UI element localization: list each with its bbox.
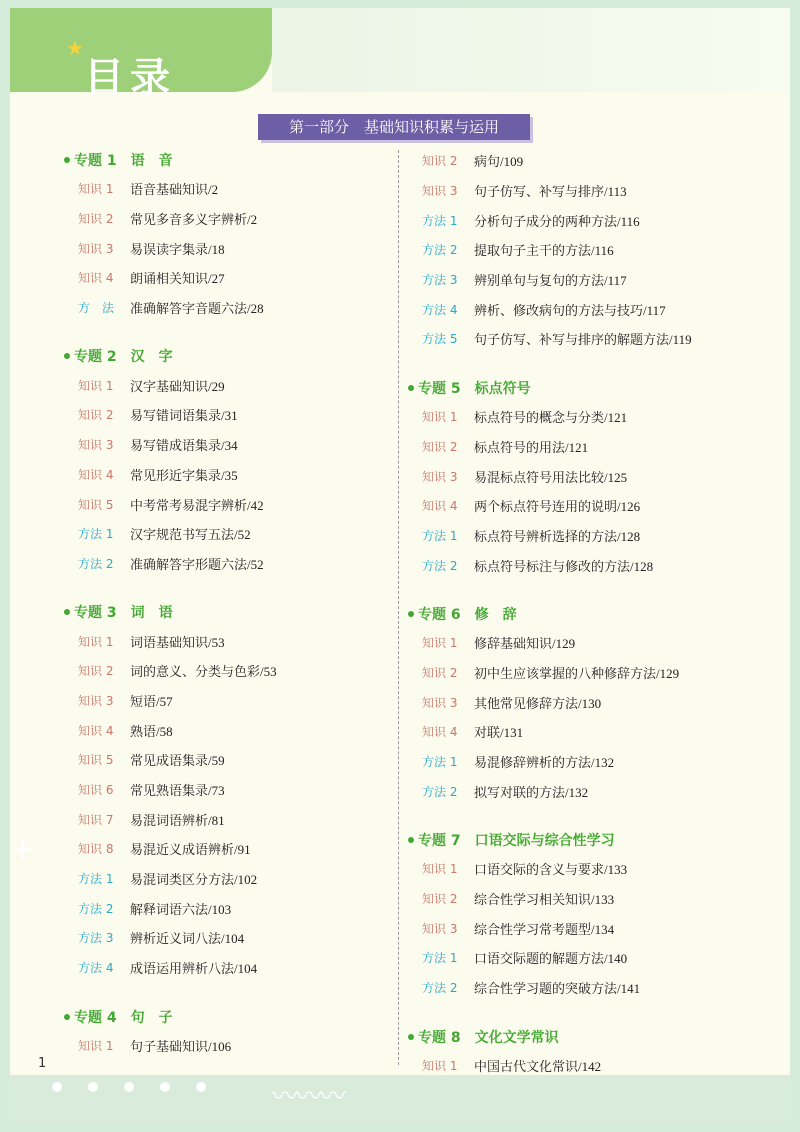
part-banner: 第一部分 基础知识积累与运用 bbox=[258, 114, 530, 140]
entry-type: 知识 3 bbox=[78, 241, 114, 256]
entry-text: 准确解答字形题六法/52 bbox=[130, 556, 264, 572]
entry-type: 知识 1 bbox=[78, 182, 114, 197]
toc-entry[interactable] bbox=[408, 687, 768, 717]
entry-type: 知识 5 bbox=[78, 753, 114, 768]
entry-text: 常见熟语集录/73 bbox=[130, 783, 225, 799]
entry-type: 知识 2 bbox=[422, 439, 458, 454]
entry-type: 知识 2 bbox=[78, 664, 114, 679]
entry-type: 知识 3 bbox=[78, 693, 114, 708]
toc-entry[interactable] bbox=[408, 550, 768, 580]
toc-entry[interactable] bbox=[64, 893, 384, 923]
toc-entry[interactable] bbox=[64, 923, 384, 953]
toc-section bbox=[64, 146, 384, 322]
toc-entry[interactable] bbox=[408, 521, 768, 551]
entry-text: 综合性学习题的突破方法/141 bbox=[474, 981, 641, 997]
entry-text: 易误读字集录/18 bbox=[130, 241, 225, 257]
entry-type: 方法 3 bbox=[422, 273, 458, 288]
right-column bbox=[408, 146, 768, 1100]
entry-text: 易混词语辨析/81 bbox=[130, 812, 225, 828]
entry-text: 语音基础知识/2 bbox=[130, 182, 219, 198]
toc-entry[interactable] bbox=[64, 686, 384, 716]
page-title: 目录 bbox=[84, 55, 176, 101]
entry-text: 辨析近义词八法/104 bbox=[130, 931, 245, 947]
column-divider bbox=[398, 150, 399, 1065]
entry-type: 知识 2 bbox=[78, 408, 114, 423]
star-icon: ★ bbox=[66, 36, 84, 60]
section-heading bbox=[408, 826, 768, 854]
section-title: 标点符号 bbox=[474, 380, 531, 397]
entry-type: 知识 1 bbox=[422, 410, 458, 425]
section-number: 专题 1 bbox=[74, 153, 117, 169]
section-title: 汉 字 bbox=[130, 349, 173, 366]
section-heading bbox=[408, 1023, 768, 1051]
entry-type: 知识 1 bbox=[78, 634, 114, 649]
toc-entry[interactable] bbox=[64, 460, 384, 490]
entry-text: 句子仿写、补写与排序/113 bbox=[474, 184, 627, 200]
entry-text: 易写错词语集录/31 bbox=[130, 408, 238, 424]
entry-type: 知识 2 bbox=[422, 154, 458, 169]
entry-type: 方法 1 bbox=[78, 527, 114, 542]
entry-type: 方法 2 bbox=[422, 558, 458, 573]
toc-entry[interactable] bbox=[408, 235, 768, 265]
bullet-icon bbox=[64, 1014, 70, 1020]
entry-type: 知识 1 bbox=[78, 1038, 114, 1053]
toc-entry[interactable] bbox=[64, 174, 384, 204]
entry-text: 句子基础知识/106 bbox=[130, 1038, 232, 1054]
entry-text: 标点符号标注与修改的方法/128 bbox=[474, 558, 654, 574]
entry-text: 准确解答字音题六法/28 bbox=[130, 301, 264, 317]
entry-type: 知识 3 bbox=[78, 438, 114, 453]
bullet-icon bbox=[408, 611, 414, 617]
toc-section bbox=[408, 374, 768, 580]
entry-type: 知识 2 bbox=[422, 665, 458, 680]
entry-type: 方法 2 bbox=[78, 556, 114, 571]
entry-type: 知识 4 bbox=[422, 499, 458, 514]
bullet-icon bbox=[408, 1034, 414, 1040]
toc-entry[interactable] bbox=[64, 953, 384, 983]
entry-type: 知识 3 bbox=[422, 184, 458, 199]
toc-entry[interactable] bbox=[408, 176, 768, 206]
toc-entry[interactable] bbox=[64, 1031, 384, 1061]
entry-type: 知识 1 bbox=[422, 1058, 458, 1073]
entry-type: 知识 7 bbox=[78, 812, 114, 827]
section-title: 句 子 bbox=[130, 1009, 173, 1026]
entry-type: 知识 1 bbox=[422, 636, 458, 651]
entry-type: 知识 8 bbox=[78, 842, 114, 857]
entry-text: 综合性学习相关知识/133 bbox=[474, 892, 615, 908]
section-number: 专题 7 bbox=[418, 833, 461, 850]
toc-entry[interactable] bbox=[408, 884, 768, 914]
toc-entry[interactable] bbox=[64, 715, 384, 745]
section-number: 专题 8 bbox=[418, 1029, 461, 1046]
entry-text: 标点符号的用法/121 bbox=[474, 439, 589, 455]
entry-text: 汉字基础知识/29 bbox=[130, 378, 225, 394]
toc-entry[interactable] bbox=[64, 549, 384, 579]
entry-type: 方法 2 bbox=[78, 901, 114, 916]
section-number: 专题 6 bbox=[418, 606, 461, 623]
entry-text: 辨别单句与复句的方法/117 bbox=[474, 273, 627, 289]
toc-entry[interactable] bbox=[64, 745, 384, 775]
entry-text: 易混修辞辨析的方法/132 bbox=[474, 755, 615, 771]
toc-entry[interactable] bbox=[408, 776, 768, 806]
entry-text: 修辞基础知识/129 bbox=[474, 636, 576, 652]
entry-text: 两个标点符号连用的说明/126 bbox=[474, 499, 641, 515]
toc-entry[interactable] bbox=[408, 491, 768, 521]
bullet-icon bbox=[64, 157, 70, 163]
entry-text: 综合性学习常考题型/134 bbox=[474, 921, 615, 937]
entry-type: 知识 4 bbox=[422, 725, 458, 740]
entry-type: 方法 2 bbox=[422, 243, 458, 258]
toc-section bbox=[408, 600, 768, 806]
section-number: 专题 3 bbox=[74, 605, 117, 622]
entry-type: 方法 4 bbox=[78, 961, 114, 976]
toc-entry[interactable] bbox=[408, 146, 768, 176]
entry-text: 分析句子成分的两种方法/116 bbox=[474, 213, 640, 229]
entry-text: 易混近义成语辨析/91 bbox=[130, 842, 251, 858]
toc-entry[interactable] bbox=[64, 626, 384, 656]
section-heading bbox=[408, 374, 768, 402]
entry-text: 标点符号辨析选择的方法/128 bbox=[474, 528, 641, 544]
entry-text: 拟写对联的方法/132 bbox=[474, 784, 589, 800]
entry-type: 知识 4 bbox=[78, 467, 114, 482]
section-number: 专题 5 bbox=[418, 380, 461, 397]
header-gradient bbox=[272, 8, 790, 92]
entry-text: 常见形近字集录/35 bbox=[130, 467, 238, 483]
entry-type: 知识 3 bbox=[422, 469, 458, 484]
toc-entry[interactable] bbox=[64, 400, 384, 430]
toc-entry[interactable] bbox=[408, 717, 768, 747]
page-number: 1 bbox=[38, 1056, 47, 1071]
section-title: 语 音 bbox=[130, 153, 173, 169]
entry-type: 知识 2 bbox=[422, 892, 458, 907]
entry-text: 标点符号的概念与分类/121 bbox=[474, 410, 628, 426]
entry-text: 易混标点符号用法比较/125 bbox=[474, 469, 628, 485]
left-column bbox=[64, 146, 384, 1080]
section-heading bbox=[64, 598, 384, 626]
toc-entry[interactable] bbox=[408, 747, 768, 777]
toc-entry[interactable] bbox=[64, 804, 384, 834]
entry-text: 句子仿写、补写与排序的解题方法/119 bbox=[474, 332, 692, 348]
entry-text: 口语交际题的解题方法/140 bbox=[474, 951, 628, 967]
section-heading bbox=[64, 1003, 384, 1031]
entry-type: 方法 1 bbox=[422, 755, 458, 770]
entry-text: 中国古代文化常识/142 bbox=[474, 1058, 602, 1074]
toc-section bbox=[64, 1003, 384, 1061]
section-heading bbox=[64, 342, 384, 370]
entry-text: 口语交际的含义与要求/133 bbox=[474, 862, 628, 878]
bullet-icon bbox=[408, 837, 414, 843]
toc-entry[interactable] bbox=[408, 402, 768, 432]
toc-entry[interactable] bbox=[408, 294, 768, 324]
toc-entry[interactable] bbox=[408, 461, 768, 491]
entry-text: 成语运用辨析八法/104 bbox=[130, 961, 258, 977]
toc-entry[interactable] bbox=[408, 943, 768, 973]
dot-decoration-icon bbox=[124, 1082, 134, 1092]
toc-section bbox=[408, 146, 768, 354]
toc-entry[interactable] bbox=[64, 293, 384, 323]
bullet-icon bbox=[64, 353, 70, 359]
toc-entry[interactable] bbox=[408, 432, 768, 462]
section-title: 口语交际与综合性学习 bbox=[474, 833, 615, 850]
toc-entry[interactable] bbox=[64, 489, 384, 519]
toc-section bbox=[64, 598, 384, 982]
toc-section bbox=[64, 342, 384, 578]
entry-type: 知识 1 bbox=[78, 378, 114, 393]
entry-text: 朗诵相关知识/27 bbox=[130, 271, 225, 287]
bullet-icon bbox=[64, 609, 70, 615]
toc-entry[interactable] bbox=[408, 658, 768, 688]
entry-type: 方法 1 bbox=[422, 528, 458, 543]
entry-type: 方法 1 bbox=[422, 213, 458, 228]
entry-type: 知识 5 bbox=[78, 497, 114, 512]
toc-entry[interactable] bbox=[408, 854, 768, 884]
toc-entry[interactable] bbox=[64, 519, 384, 549]
entry-text: 常见多音多义字辨析/2 bbox=[130, 212, 258, 228]
entry-text: 易写错成语集录/34 bbox=[130, 438, 238, 454]
toc-entry[interactable] bbox=[64, 370, 384, 400]
entry-text: 中考常考易混字辨析/42 bbox=[130, 497, 264, 513]
entry-text: 熟语/58 bbox=[130, 723, 173, 739]
entry-type: 方法 2 bbox=[422, 981, 458, 996]
entry-text: 汉字规范书写五法/52 bbox=[130, 527, 251, 543]
toc-entry[interactable] bbox=[408, 628, 768, 658]
entry-text: 初中生应该掌握的八种修辞方法/129 bbox=[474, 665, 680, 681]
entry-type: 方法 1 bbox=[422, 951, 458, 966]
toc-entry[interactable] bbox=[64, 204, 384, 234]
dot-decoration-icon bbox=[196, 1082, 206, 1092]
dot-decoration-icon bbox=[52, 1082, 62, 1092]
entry-type: 知识 3 bbox=[422, 921, 458, 936]
toc-entry[interactable] bbox=[408, 973, 768, 1003]
entry-text: 短语/57 bbox=[130, 693, 173, 709]
entry-text: 词语基础知识/53 bbox=[130, 634, 225, 650]
toc-entry[interactable] bbox=[64, 864, 384, 894]
entry-text: 对联/131 bbox=[474, 725, 524, 741]
toc-entry[interactable] bbox=[64, 775, 384, 805]
entry-type: 知识 4 bbox=[78, 723, 114, 738]
entry-type: 知识 1 bbox=[422, 862, 458, 877]
dot-decoration-icon bbox=[160, 1082, 170, 1092]
dot-decoration-icon bbox=[88, 1082, 98, 1092]
entry-type: 方法 1 bbox=[78, 872, 114, 887]
entry-type: 方法 3 bbox=[78, 931, 114, 946]
toc-entry[interactable] bbox=[64, 834, 384, 864]
section-heading bbox=[64, 146, 384, 174]
entry-type: 方 法 bbox=[78, 301, 115, 316]
entry-type: 方法 5 bbox=[422, 332, 458, 347]
toc-entry[interactable] bbox=[64, 656, 384, 686]
section-title: 文化文学常识 bbox=[474, 1029, 559, 1046]
toc-entry[interactable] bbox=[408, 324, 768, 354]
section-title: 词 语 bbox=[130, 605, 173, 622]
entry-text: 词的意义、分类与色彩/53 bbox=[130, 664, 277, 680]
section-number: 专题 2 bbox=[74, 349, 117, 366]
entry-type: 方法 4 bbox=[422, 302, 458, 317]
entry-text: 病句/109 bbox=[474, 154, 524, 170]
entry-text: 其他常见修辞方法/130 bbox=[474, 695, 602, 711]
entry-text: 常见成语集录/59 bbox=[130, 753, 225, 769]
section-title: 修 辞 bbox=[474, 606, 517, 623]
toc-section bbox=[408, 1023, 768, 1081]
bullet-icon bbox=[408, 385, 414, 391]
toc-entry[interactable] bbox=[408, 913, 768, 943]
entry-type: 知识 4 bbox=[78, 271, 114, 286]
entry-text: 易混词类区分方法/102 bbox=[130, 872, 258, 888]
plus-decoration-icon: + bbox=[10, 832, 36, 867]
entry-type: 知识 3 bbox=[422, 695, 458, 710]
toc-entry[interactable] bbox=[408, 265, 768, 295]
entry-text: 提取句子主干的方法/116 bbox=[474, 243, 614, 259]
entry-text: 解释词语六法/103 bbox=[130, 901, 232, 917]
section-number: 专题 4 bbox=[74, 1009, 117, 1026]
wave-decoration-icon: 〰〰〰 bbox=[272, 1082, 345, 1112]
entry-type: 知识 2 bbox=[78, 212, 114, 227]
toc-entry[interactable] bbox=[64, 233, 384, 263]
entry-type: 方法 2 bbox=[422, 784, 458, 799]
toc-section bbox=[408, 826, 768, 1002]
toc-entry[interactable] bbox=[64, 263, 384, 293]
toc-entry[interactable] bbox=[64, 430, 384, 460]
entry-text: 辨析、修改病句的方法与技巧/117 bbox=[474, 302, 666, 318]
section-heading bbox=[408, 600, 768, 628]
entry-type: 知识 6 bbox=[78, 783, 114, 798]
toc-entry[interactable] bbox=[408, 205, 768, 235]
